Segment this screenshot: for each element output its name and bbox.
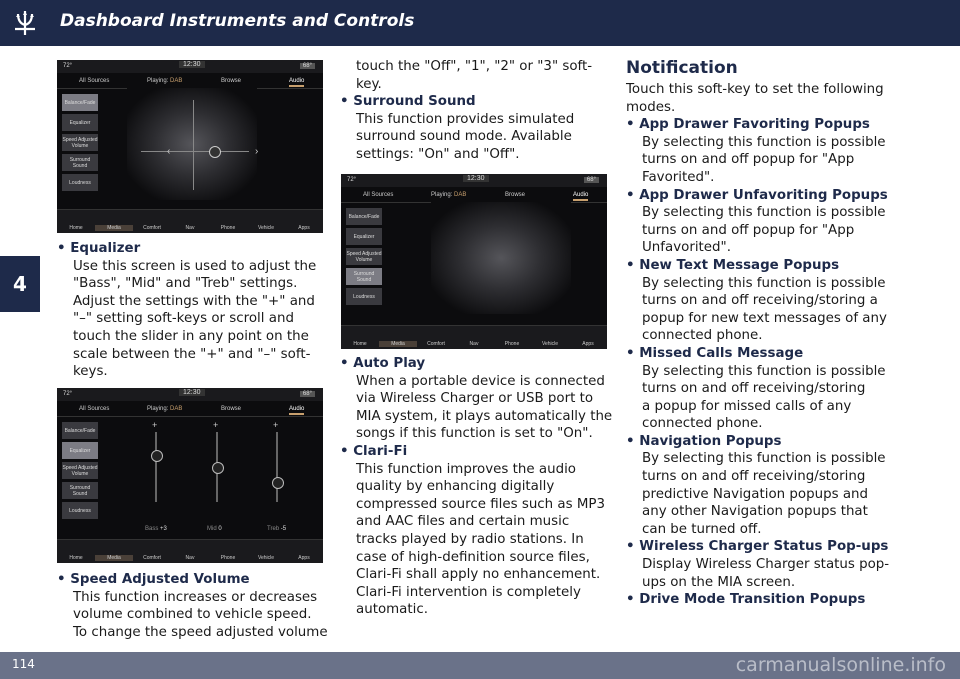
equalizer-section bbox=[57, 240, 327, 381]
trident-logo-icon bbox=[12, 9, 38, 37]
playing-value: DAB bbox=[170, 78, 183, 84]
status-bar bbox=[341, 174, 607, 187]
text-line: any other Navigation popups that bbox=[642, 504, 868, 520]
text-line: connected phone. bbox=[642, 328, 763, 344]
col2-bottom-text bbox=[340, 355, 620, 619]
text-line: When a portable device is connected bbox=[356, 373, 605, 389]
text-line: MIA system, it plays automatically the bbox=[356, 408, 613, 424]
menu-loudness[interactable]: Loudness bbox=[346, 288, 382, 305]
text-line: turns on and off popup for "App bbox=[642, 152, 855, 168]
text-line: turns on and off receiving/storing bbox=[642, 381, 866, 397]
notification-item-title: Drive Mode Transition Popups bbox=[639, 592, 866, 608]
text-line: surround sound mode. Available bbox=[356, 129, 572, 145]
nav-nav[interactable]: Nav bbox=[185, 555, 195, 561]
page-title: Dashboard Instruments and Controls bbox=[60, 11, 415, 31]
sav-continued bbox=[340, 58, 615, 93]
nav-media[interactable]: Media bbox=[95, 555, 133, 561]
surround-title: Surround Sound bbox=[353, 94, 476, 110]
text-line: via Wireless Charger or USB port to bbox=[356, 391, 594, 407]
bass-plus-icon[interactable]: + bbox=[152, 420, 158, 430]
tab-playing[interactable] bbox=[147, 406, 182, 412]
text-line: This function provides simulated bbox=[356, 111, 575, 127]
nav-apps[interactable]: Apps bbox=[298, 555, 310, 561]
text-line: volume combined to vehicle speed. bbox=[73, 607, 312, 623]
autoplay-body bbox=[340, 373, 620, 443]
text-line: quality by enhancing digitally bbox=[356, 479, 555, 495]
text-line: songs if this function is set to "On". bbox=[356, 426, 593, 442]
nav-apps[interactable]: Apps bbox=[582, 341, 594, 347]
notification-heading: Notification bbox=[626, 58, 738, 78]
text-line: "Bass", "Mid" and "Treb" settings. bbox=[73, 276, 298, 292]
notification-item-heading: • Wireless Charger Status Pop-ups bbox=[626, 539, 889, 555]
nav-apps[interactable]: Apps bbox=[298, 225, 310, 231]
menu-surround-sound[interactable]: Surround Sound bbox=[346, 268, 382, 285]
nav-comfort[interactable]: Comfort bbox=[427, 341, 445, 347]
menu-equalizer[interactable]: Equalizer bbox=[62, 442, 98, 459]
menu-balance-fade[interactable]: Balance/Fade bbox=[346, 208, 382, 225]
playing-label: Playing: bbox=[147, 406, 169, 412]
page-number: 114 bbox=[12, 657, 35, 671]
tab-browse[interactable]: Browse bbox=[505, 192, 526, 198]
menu-equalizer[interactable]: Equalizer bbox=[62, 114, 98, 131]
notification-item-heading: • App Drawer Favoriting Popups bbox=[626, 117, 870, 133]
text-line: By selecting this function is possible bbox=[642, 363, 886, 379]
notification-item-title: App Drawer Unfavoriting Popups bbox=[639, 187, 888, 203]
mid-readout bbox=[207, 526, 222, 532]
nav-phone[interactable]: Phone bbox=[220, 225, 236, 231]
text-line: Display Wireless Charger status pop- bbox=[642, 557, 890, 573]
bottom-nav bbox=[341, 325, 607, 349]
cabin-seats-image bbox=[127, 88, 257, 200]
text-line: compressed source files such as MP3 bbox=[356, 496, 606, 512]
nav-vehicle[interactable]: Vehicle bbox=[541, 341, 559, 347]
autoplay-heading: • Auto Play bbox=[340, 356, 426, 371]
temp-right: 68° bbox=[584, 177, 599, 183]
text-line: keys. bbox=[73, 364, 108, 380]
text-line: scale between the "+" and "–" soft- bbox=[73, 346, 311, 362]
equalizer-body bbox=[57, 258, 327, 381]
speed-adjusted-volume-section bbox=[57, 571, 332, 641]
notification-item-heading: • New Text Message Popups bbox=[626, 257, 840, 273]
bass-slider[interactable] bbox=[155, 432, 157, 502]
notification-item-body bbox=[626, 450, 916, 538]
notification-item-body bbox=[626, 363, 916, 433]
clock: 12:30 bbox=[179, 389, 205, 396]
treb-knob[interactable] bbox=[272, 477, 284, 489]
tab-audio[interactable]: Audio bbox=[289, 78, 304, 87]
audio-menu bbox=[62, 94, 98, 194]
treb-value: -5 bbox=[280, 526, 287, 532]
text-line: By selecting this function is possible bbox=[642, 451, 886, 467]
notification-item-title: Navigation Popups bbox=[639, 433, 782, 449]
cabin-seats-image bbox=[431, 202, 571, 314]
text-line: By selecting this function is possible bbox=[642, 134, 886, 150]
bass-value: +3 bbox=[160, 526, 167, 532]
text-line: By selecting this function is possible bbox=[642, 275, 886, 291]
text-line: Clari-Fi shall apply no enhancement. bbox=[356, 567, 601, 583]
notification-item-body bbox=[626, 275, 916, 345]
treb-readout bbox=[267, 526, 286, 532]
tab-all-sources[interactable]: All Sources bbox=[79, 406, 110, 412]
screenshot-surround-sound bbox=[341, 174, 607, 349]
temp-left: 72° bbox=[63, 63, 73, 69]
mid-value: 0 bbox=[218, 526, 222, 532]
text-line: predictive Navigation popups and bbox=[642, 486, 869, 502]
temp-right: 68° bbox=[300, 63, 315, 69]
text-line: and AAC files and certain music bbox=[356, 514, 570, 530]
text-line: modes. bbox=[626, 99, 676, 115]
chevron-left-icon[interactable]: ‹ bbox=[167, 146, 171, 157]
text-line: connected phone. bbox=[642, 416, 763, 432]
menu-balance-fade[interactable]: Balance/Fade bbox=[62, 94, 98, 111]
notification-item-title: Wireless Charger Status Pop-ups bbox=[639, 539, 889, 555]
equalizer-title: Equalizer bbox=[70, 241, 141, 256]
status-bar bbox=[57, 388, 323, 401]
treb-slider[interactable] bbox=[276, 432, 278, 502]
text-line: automatic. bbox=[356, 602, 428, 618]
audio-menu bbox=[346, 208, 382, 308]
text-line: can be turned off. bbox=[642, 521, 762, 537]
balance-knob[interactable] bbox=[209, 146, 221, 158]
temp-right: 68° bbox=[300, 391, 315, 397]
page-footer bbox=[0, 652, 960, 679]
mid-label: Mid bbox=[207, 526, 217, 532]
bass-readout bbox=[145, 526, 167, 532]
surround-body bbox=[340, 111, 615, 164]
notification-item-title: Missed Calls Message bbox=[639, 345, 804, 361]
nav-comfort[interactable]: Comfort bbox=[143, 225, 161, 231]
bottom-nav bbox=[57, 539, 323, 563]
tab-browse[interactable]: Browse bbox=[221, 406, 242, 412]
tab-browse[interactable]: Browse bbox=[221, 78, 242, 84]
nav-home[interactable]: Home bbox=[353, 341, 367, 347]
notification-item-title: New Text Message Popups bbox=[639, 257, 840, 273]
text-line: By selecting this function is possible bbox=[642, 205, 886, 221]
notification-item-body bbox=[626, 556, 916, 591]
source-tabs bbox=[57, 74, 323, 89]
playing-value: DAB bbox=[170, 406, 183, 412]
menu-surround-sound[interactable]: Surround Sound bbox=[62, 482, 98, 499]
tab-audio[interactable]: Audio bbox=[289, 406, 304, 415]
sav-heading: • Speed Adjusted Volume bbox=[57, 572, 250, 587]
tab-all-sources[interactable]: All Sources bbox=[79, 78, 110, 84]
clarifi-heading: • Clari-Fi bbox=[340, 443, 408, 459]
clarifi-title: Clari-Fi bbox=[353, 443, 408, 459]
treb-plus-icon[interactable]: + bbox=[273, 420, 279, 430]
nav-comfort[interactable]: Comfort bbox=[143, 555, 161, 561]
source-tabs bbox=[57, 402, 323, 417]
playing-label: Playing: bbox=[431, 192, 453, 198]
menu-speed-adjusted-volume[interactable]: Speed Adjusted Volume bbox=[62, 462, 98, 479]
notification-item-heading: • Missed Calls Message bbox=[626, 345, 804, 361]
nav-home[interactable]: Home bbox=[69, 225, 83, 231]
text-line: tracks played by radio stations. In bbox=[356, 531, 584, 547]
col2-top-text bbox=[340, 58, 615, 164]
text-line: touch the slider in any point on the bbox=[73, 328, 309, 344]
text-line: This function increases or decreases bbox=[73, 589, 318, 605]
surround-heading: • Surround Sound bbox=[340, 94, 476, 110]
menu-surround-sound[interactable]: Surround Sound bbox=[62, 154, 98, 171]
text-line: ups on the MIA screen. bbox=[642, 574, 796, 590]
notification-item-heading: • Navigation Popups bbox=[626, 433, 782, 449]
nav-vehicle[interactable]: Vehicle bbox=[257, 225, 275, 231]
playing-label: Playing: bbox=[147, 78, 169, 84]
screenshot-balance-fade bbox=[57, 60, 323, 233]
mid-slider[interactable] bbox=[216, 432, 218, 502]
menu-speed-adjusted-volume[interactable]: Speed Adjusted Volume bbox=[62, 134, 98, 151]
chevron-right-icon[interactable]: › bbox=[255, 146, 259, 157]
text-line: touch the "Off", "1", "2" or "3" soft- bbox=[356, 59, 593, 74]
mid-plus-icon[interactable]: + bbox=[213, 420, 219, 430]
notification-list bbox=[626, 116, 916, 609]
text-line: This function improves the audio bbox=[356, 461, 576, 477]
nav-media[interactable]: Media bbox=[379, 341, 417, 347]
equalizer-heading: • Equalizer bbox=[57, 241, 141, 256]
notification-item-body bbox=[626, 134, 916, 187]
tab-all-sources[interactable]: All Sources bbox=[363, 192, 394, 198]
menu-equalizer[interactable]: Equalizer bbox=[346, 228, 382, 245]
menu-balance-fade[interactable]: Balance/Fade bbox=[62, 422, 98, 439]
nav-phone[interactable]: Phone bbox=[504, 341, 520, 347]
text-line: Unfavorited". bbox=[642, 240, 731, 256]
tab-playing[interactable] bbox=[431, 192, 466, 198]
clock: 12:30 bbox=[463, 175, 489, 182]
text-line: turns on and off receiving/storing bbox=[642, 469, 866, 485]
tab-audio[interactable]: Audio bbox=[573, 192, 588, 201]
text-line: Favorited". bbox=[642, 169, 715, 185]
nav-vehicle[interactable]: Vehicle bbox=[257, 555, 275, 561]
nav-media[interactable]: Media bbox=[95, 225, 133, 231]
notification-item-title: App Drawer Favoriting Popups bbox=[639, 117, 870, 133]
nav-nav[interactable]: Nav bbox=[185, 225, 195, 231]
source-tabs bbox=[341, 188, 607, 203]
text-line: Adjust the settings with the "+" and bbox=[73, 293, 315, 309]
text-line: To change the speed adjusted volume bbox=[73, 624, 328, 640]
temp-left: 72° bbox=[63, 391, 73, 397]
watermark: carmanualsonline.info bbox=[735, 654, 946, 676]
text-line: Clari-Fi intervention is completely bbox=[356, 584, 581, 600]
menu-loudness[interactable]: Loudness bbox=[62, 174, 98, 191]
nav-home[interactable]: Home bbox=[69, 555, 83, 561]
mid-knob[interactable] bbox=[212, 462, 224, 474]
screenshot-equalizer bbox=[57, 388, 323, 563]
bass-knob[interactable] bbox=[151, 450, 163, 462]
text-line: settings: "On" and "Off". bbox=[356, 146, 520, 162]
notification-item-body bbox=[626, 204, 916, 257]
sav-body bbox=[57, 589, 332, 642]
autoplay-title: Auto Play bbox=[353, 356, 426, 371]
text-line: "–" setting soft-keys or scroll and bbox=[73, 311, 294, 327]
notification-section bbox=[626, 57, 916, 609]
text-line: key. bbox=[356, 76, 382, 92]
tab-playing[interactable] bbox=[147, 78, 182, 84]
balance-crosshair[interactable] bbox=[193, 100, 194, 190]
clock: 12:30 bbox=[179, 61, 205, 68]
nav-nav[interactable]: Nav bbox=[469, 341, 479, 347]
text-line: popup for new text messages of any bbox=[642, 310, 887, 326]
notification-item-heading: • App Drawer Unfavoriting Popups bbox=[626, 187, 888, 203]
treb-label: Treb bbox=[267, 526, 280, 532]
chapter-tab: 4 bbox=[0, 256, 40, 312]
clarifi-body bbox=[340, 461, 620, 619]
menu-speed-adjusted-volume[interactable]: Speed Adjusted Volume bbox=[346, 248, 382, 265]
menu-loudness[interactable]: Loudness bbox=[62, 502, 98, 519]
bottom-nav bbox=[57, 209, 323, 233]
notification-item-heading: • Drive Mode Transition Popups bbox=[626, 592, 866, 608]
text-line: turns on and off popup for "App bbox=[642, 222, 855, 238]
bass-label: Bass bbox=[145, 526, 159, 532]
text-line: Use this screen is used to adjust the bbox=[73, 258, 317, 274]
playing-value: DAB bbox=[454, 192, 467, 198]
audio-menu bbox=[62, 422, 98, 522]
temp-left: 72° bbox=[347, 177, 357, 183]
text-line: case of high-definition source files, bbox=[356, 549, 590, 565]
text-line: a popup for missed calls of any bbox=[642, 398, 852, 414]
text-line: Touch this soft-key to set the following bbox=[626, 82, 884, 97]
balance-crosshair-h bbox=[141, 151, 249, 152]
page-header bbox=[0, 0, 960, 46]
text-line: turns on and off receiving/storing a bbox=[642, 293, 878, 309]
sav-title: Speed Adjusted Volume bbox=[70, 572, 250, 587]
status-bar bbox=[57, 60, 323, 73]
nav-phone[interactable]: Phone bbox=[220, 555, 236, 561]
